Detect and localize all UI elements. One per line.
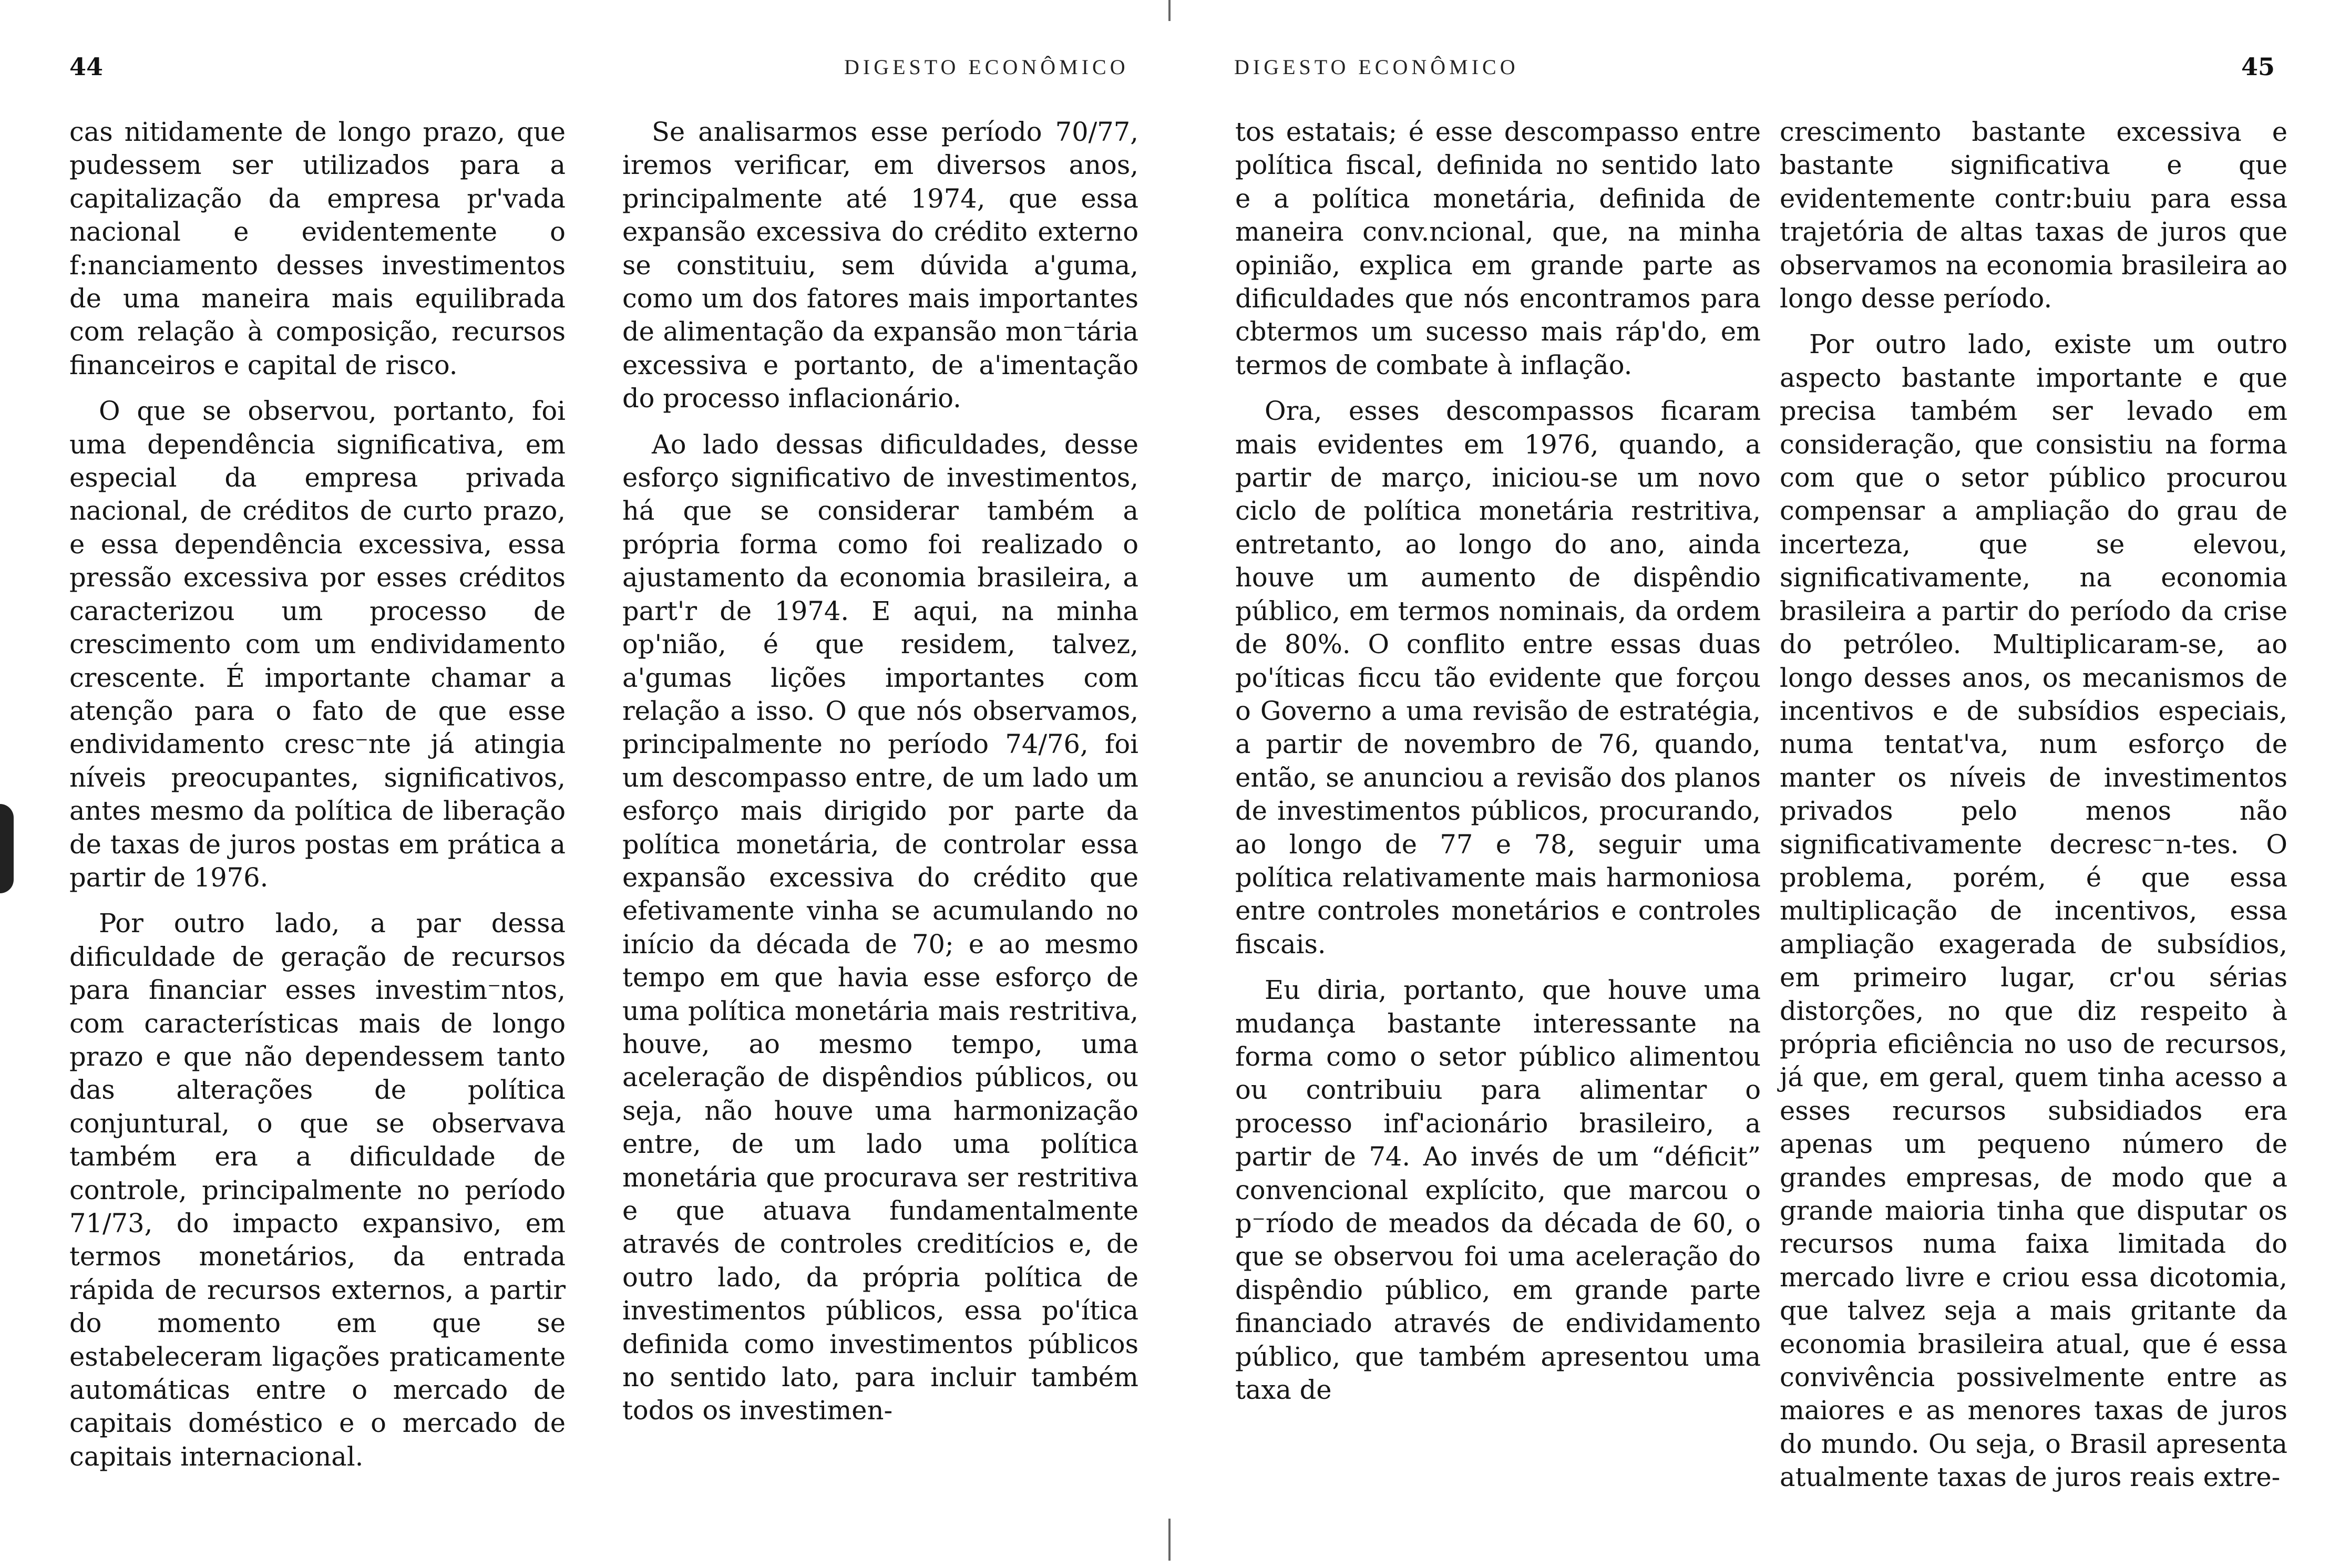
paragraph: cas nitidamente de longo prazo, que pudessem ser utilizados para a capitalização da empresa pr'vada nacional e evidentemente o f:nanciamento desses investimentos de uma maneira mais equilibrada com relação à composição, recursos financeiros e capital de risco. (69, 117, 566, 380)
running-head: DIGESTO ECONÔMICO (844, 55, 1129, 79)
page-number: 45 (2241, 53, 2275, 81)
paragraph: crescimento bastante excessiva e bastante significativa e que evidentemente contr:buiu para essa trajetória de altas taxas de juros que observamos na economia brasileira ao longo desse período. (1780, 117, 2287, 314)
binding-clip-mark (0, 804, 14, 893)
paragraph: Por outro lado, existe um outro aspecto bastante importante e que precisa também ser levado em consideração, que consistiu na forma com que o setor público procurou compensar a ampliação do grau de incerteza, que se elevou, significativamente, na economia brasileira a partir do período da crise do petróleo. Multiplicaram-se, ao longo desses anos, os mecanismos de incentivos e de subsídios especiais, numa tentat'va, num esforço de manter os níveis de investimentos privados pelo menos não significativamente decresc⁻n-tes. O problema, porém, é que essa multiplicação de incentivos, essa ampliação exagerada de subsídios, em primeiro lugar, cr'ou sérias distorções, no que diz respeito à própria eficiência no uso de recursos, já que, em geral, quem tinha acesso a esses recursos subsidiados era apenas um pequeno número de grandes empresas, de modo que a grande maioria tinha que disputar os recursos numa faixa limitada do mercado livre e criou essa dicotomia, que talvez seja a mais gritante da economia brasileira atual, que é essa convivência possivelmente entre as maiores e as menores taxas de juros do mundo. Ou seja, o Brasil apresenta atualmente taxas de juros reais extre- (1780, 329, 2287, 1493)
paragraph: Ao lado dessas dificuldades, desse esforço significativo de investimentos, há que se considerar também a própria forma como foi realizado o ajustamento da economia brasileira, a part'r de 1974. E aqui, na minha op'nião, é que residem, talvez, a'gumas lições importantes com relação a isso. O que nós observamos, principalmente no período 74/76, foi um descompasso entre, de um lado um esforço mais dirigido por parte da política monetária, de controlar essa expansão excessiva do crédito que efetivamente vinha se acumulando no início da década de 70; e ao mesmo tempo em que havia esse esforço de uma política monetária mais restritiva, houve, ao mesmo tempo, uma aceleração de dispêndios públicos, ou seja, não houve uma harmonização entre, de um lado uma política monetária que procurava ser restritiva e que atuava fundamentalmente através de controles creditícios e, de outro lado, da própria política de investimentos públicos, essa po'ítica definida como investimentos públicos no sentido lato, para incluir também todos os investimen- (622, 429, 1138, 1426)
text-column (622, 116, 1138, 1440)
paragraph: Se analisarmos esse período 70/77, iremos verificar, em diversos anos, principalmente até 1974, que essa expansão excessiva do crédito externo se constituiu, sem dúvida a'guma, como um dos fatores mais importantes de alimentação da expansão mon⁻tária excessiva e portanto, de a'imentação do processo inflacionário. (622, 117, 1138, 414)
running-head: DIGESTO ECONÔMICO (1234, 55, 1519, 79)
right-page (1170, 0, 2340, 1568)
paragraph: Por outro lado, a par dessa dificuldade de geração de recursos para financiar esses investim⁻ntos, com características mais de longo prazo e que não dependessem tanto das alterações de política conjuntural, o que se observava também era a dificuldade de controle, principalmente no período 71/73, do impacto expansivo, em termos monetários, da entrada rápida de recursos externos, a partir do momento em que se estabeleceram ligações praticamente automáticas entre o mercado de capitais doméstico e o mercado de capitais internacional. (69, 908, 566, 1472)
text-column (69, 116, 566, 1486)
paragraph: Ora, esses descompassos ficaram mais evidentes em 1976, quando, a partir de março, iniciou-se um novo ciclo de política monetária restritiva, entretanto, ao longo do ano, ainda houve um aumento de dispêndio público, em termos nominais, da ordem de 80%. O conflito entre essas duas po'íticas ficcu tão evidente que forçou o Governo a uma revisão de estratégia, a partir de novembro de 76, quando, então, se anunciou a revisão dos planos de investimentos públicos, procurando, ao longo de 77 e 78, seguir uma política relativamente mais harmoniosa entre controles monetários e controles fiscais. (1235, 396, 1761, 960)
paragraph: tos estatais; é esse descompasso entre política fiscal, definida no sentido lato e a política monetária, definida de maneira conv.ncional, que, na minha opinião, explica em grande parte as dificuldades que nós encontramos para cbtermos um sucesso mais ráp'do, em termos de combate à inflação. (1235, 117, 1761, 380)
paragraph: O que se observou, portanto, foi uma dependência significativa, em especial da empresa privada nacional, de créditos de curto prazo, e essa dependência excessiva, essa pressão excessiva por esses créditos caracterizou um processo de crescimento com um endividamento crescente. É importante chamar a atenção para o fato de que esse endividamento cresc⁻nte já atingia níveis preocupantes, significativos, antes mesmo da política de liberação de taxas de juros postas em prática a partir de 1976. (69, 396, 566, 893)
paragraph: Eu diria, portanto, que houve uma mudança bastante interessante na forma como o setor público alimentou ou contribuiu para alimentar o processo inf'acionário brasileiro, a partir de 74. Ao invés de um “déficit” convencional explícito, que marcou o p⁻ríodo de meados da década de 60, o que se observou foi uma aceleração do dispêndio público, em grande parte financiado através de endividamento público, que também apresentou uma taxa de (1235, 975, 1761, 1406)
page-number: 44 (69, 53, 104, 81)
text-column (1235, 116, 1761, 1419)
text-column (1780, 116, 2287, 1507)
